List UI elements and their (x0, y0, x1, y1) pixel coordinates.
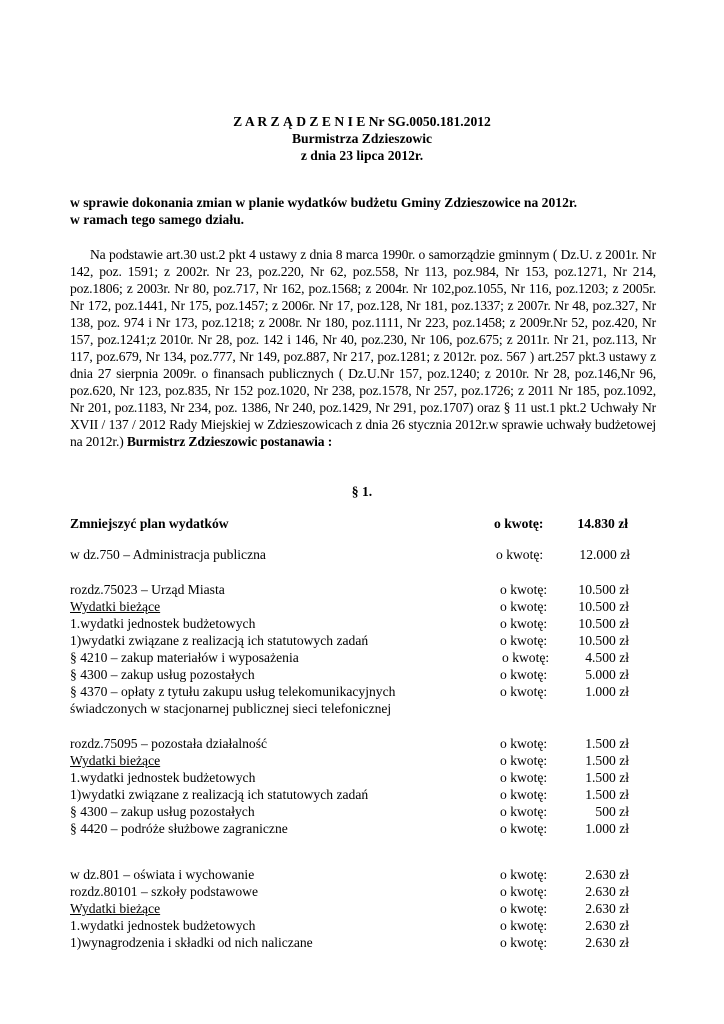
row-amount: 1.000 zł (585, 684, 629, 699)
ordinance-date: z dnia 23 lipca 2012r. (300, 148, 424, 163)
table-row (70, 683, 650, 700)
table-row (70, 666, 650, 683)
row-amount: 1.500 zł (585, 770, 629, 785)
row-kw: o kwotę: (500, 935, 548, 950)
row-amount: 10.500 zł (578, 633, 629, 648)
dz750-amount: 12.000 zł (579, 547, 630, 562)
table-row (70, 735, 650, 752)
issuer-name: Burmistrza Zdzieszowic (291, 131, 433, 146)
row-label: rozdz.75023 – Urząd Miasta (70, 582, 225, 597)
row-amount: 2.630 zł (585, 901, 629, 916)
section-marker: § 1. (351, 484, 373, 499)
row-label: Wydatki bieżące (70, 901, 161, 916)
summary-label: Zmniejszyć plan wydatków (70, 516, 229, 531)
row-label: § 4300 – zakup usług pozostałych (70, 804, 255, 819)
table-row (70, 803, 650, 820)
row-kw: o kwotę: (500, 616, 548, 631)
row-amount: 1.500 zł (585, 736, 629, 751)
row-label: § 4370 – opłaty z tytułu zakupu usług telekomunikacyjnych (70, 684, 396, 699)
table-row (70, 934, 650, 951)
row-kw: o kwotę: (500, 770, 548, 785)
table-row (70, 615, 650, 632)
row-label: 1.wydatki jednostek budżetowych (70, 918, 256, 933)
table-row (70, 649, 650, 666)
row-kw: o kwotę: (500, 804, 548, 819)
table-row (70, 866, 650, 883)
summary-amount: 14.830 zł (577, 516, 628, 531)
row-amount: 10.500 zł (578, 582, 629, 597)
row-kw: o kwotę: (500, 633, 548, 648)
row-label: Wydatki bieżące (70, 599, 161, 614)
row-amount: 5.000 zł (585, 667, 629, 682)
table-row (70, 820, 650, 837)
row-label: § 4300 – zakup usług pozostałych (70, 667, 255, 682)
row-kw: o kwotę: (500, 599, 548, 614)
row-label-continuation: świadczonych w stacjonarnej publicznej sieci telefonicznej (70, 701, 392, 716)
row-label: § 4420 – podróże służbowe zagraniczne (70, 821, 288, 836)
row-kw: o kwotę: (500, 884, 548, 899)
dz750-kw: o kwotę: (496, 547, 544, 562)
dz750-label: w dz.750 – Administracja publiczna (70, 547, 266, 562)
row-kw: o kwotę: (500, 684, 548, 699)
table-row (70, 786, 650, 803)
summary-kw: o kwotę: (494, 516, 544, 531)
table-row (70, 883, 650, 900)
table-row (70, 900, 650, 917)
row-label: 1)wydatki związane z realizacją ich statutowych zadań (70, 787, 369, 802)
table-row (70, 769, 650, 786)
row-amount: 1.000 zł (585, 821, 629, 836)
row-amount: 2.630 zł (585, 918, 629, 933)
row-label: 1.wydatki jednostek budżetowych (70, 770, 256, 785)
row-label: 1)wydatki związane z realizacją ich statutowych zadań (70, 633, 369, 648)
row-kw: o kwotę: (500, 753, 548, 768)
row-label: Wydatki bieżące (70, 753, 161, 768)
row-amount: 1.500 zł (585, 753, 629, 768)
table-row (70, 581, 650, 598)
row-kw: o kwotę: (500, 667, 548, 682)
row-label: 1.wydatki jednostek budżetowych (70, 616, 256, 631)
subject-line-1: w sprawie dokonania zmian w planie wydatków budżetu Gminy Zdzieszowice na 2012r. (70, 195, 578, 210)
subject-line-2: w ramach tego samego działu. (70, 212, 245, 227)
summary-row (70, 515, 650, 532)
row-kw: o kwotę: (500, 901, 548, 916)
row-label: 1)wynagrodzenia i składki od nich naliczane (70, 935, 313, 950)
row-kw: o kwotę: (500, 736, 548, 751)
row-amount: 1.500 zł (585, 787, 629, 802)
row-label: § 4210 – zakup materiałów i wyposażenia (70, 650, 299, 665)
row-amount: 500 zł (595, 804, 629, 819)
row-amount: 10.500 zł (578, 599, 629, 614)
decision-clause: Burmistrz Zdzieszowic postanawia : (126, 434, 333, 449)
row-amount: 10.500 zł (578, 616, 629, 631)
row-kw: o kwotę: (502, 650, 550, 665)
row-label: rozdz.80101 – szkoły podstawowe (70, 884, 259, 899)
row-amount: 2.630 zł (585, 884, 629, 899)
ordinance-title: Z A R Z Ą D Z E N I E Nr SG.0050.181.2012 (233, 114, 491, 129)
legal-basis-text: Na podstawie art.30 ust.2 pkt 4 ustawy z dnia 8 marca 1990r. o samorządzie gminnym ( Dz.U. z 2001r. Nr 142, poz. 1591; z 2002r. Nr 23, poz.220, Nr 62, poz.558, Nr 113, poz.984, Nr 153, poz.1271, Nr 214, poz.1806; z 2003r. Nr 80, poz.717, Nr 162, poz.1568; z 2004r. Nr 102,poz.1055, Nr 116, poz.1203; z 2005r. Nr 172, poz.1441, Nr 175, poz.1457; z 2006r. Nr 17, poz.128, Nr 181, poz.1337; z 2007r. Nr 48, poz.327, Nr 138, poz. 974 i Nr 173, poz.1218; z 2008r. Nr 180, poz.1111, Nr 223, poz.1458; z 2009r.Nr 52, poz.420, Nr 157, poz.1241;z 2010r. Nr 28, poz. 142 i 146, Nr 40, poz.230, Nr 106, poz.675; z 2011r. Nr 21, poz.113, Nr 117, poz.679, Nr 134, poz.777, Nr 149, poz.887, Nr 217, poz.1281; z 2012r. poz. 567 ) art.257 pkt.3 ustawy z dnia 27 sierpnia 2009r. o finansach publicznych ( Dz.U.Nr 157, poz.1240; z 2010r. Nr 28, poz.146,Nr 96, poz.620, Nr 123, poz.835, Nr 152 poz.1020, Nr 238, poz.1578, Nr 257, poz.1726; z 2011 Nr 185, poz.1092, Nr 201, poz.1183, Nr 234, poz. 1386, Nr 240, poz.1429, Nr 291, poz.1707) oraz § 11 ust.1 pkt.2 Uchwały Nr XVII / 137 / 2012 Rady Miejskiej w Zdzieszowicach z dnia 26 stycznia 2012r.w sprawie uchwały budżetowej na 2012r.) (70, 247, 656, 449)
row-label: w dz.801 – oświata i wychowanie (70, 867, 255, 882)
dz750-row (70, 546, 650, 563)
table-row (70, 752, 650, 769)
row-amount: 4.500 zł (585, 650, 629, 665)
table-row (70, 632, 650, 649)
row-kw: o kwotę: (500, 582, 548, 597)
row-kw: o kwotę: (500, 867, 548, 882)
row-label: rozdz.75095 – pozostała działalność (70, 736, 268, 751)
legal-basis-paragraph (70, 246, 656, 450)
row-kw: o kwotę: (500, 918, 548, 933)
row-amount: 2.630 zł (585, 867, 629, 882)
row-kw: o kwotę: (500, 821, 548, 836)
table-row (70, 917, 650, 934)
table-row (70, 598, 650, 615)
row-amount: 2.630 zł (585, 935, 629, 950)
row-kw: o kwotę: (500, 787, 548, 802)
